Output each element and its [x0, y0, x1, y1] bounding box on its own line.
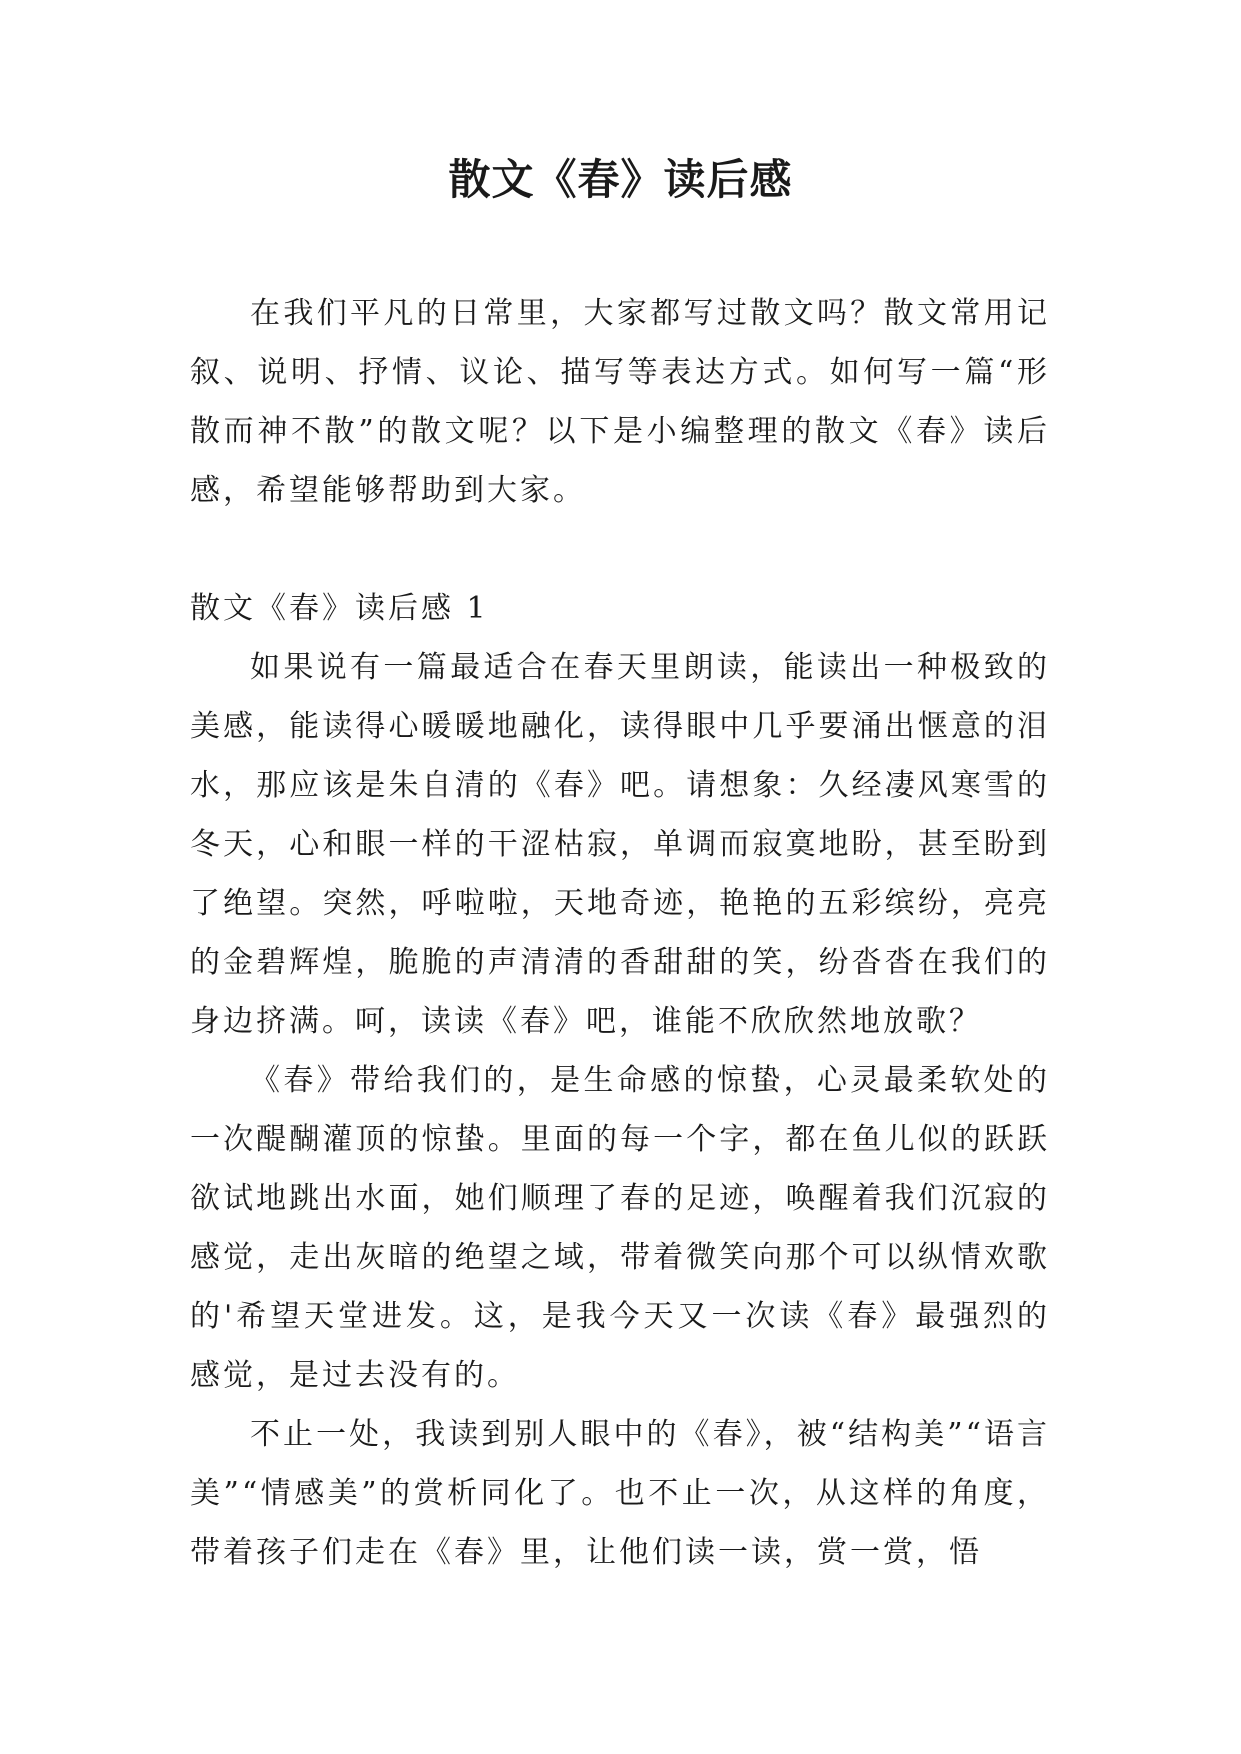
body-paragraph: 如果说有一篇最适合在春天里朗读，能读出一种极致的美感，能读得心暖暖地融化，读得眼中几乎要涌出惬意的泪水，那应该是朱自清的《春》吧。请想象：久经凄风寒雪的冬天，心和眼一样的干涩枯寂，单调而寂寞地盼，甚至盼到了绝望。突然，呼啦啦，天地奇迹，艳艳的五彩缤纷，亮亮的金碧辉煌，脆脆的声清清的香甜甜的笑，纷沓沓在我们的身边挤满。呵，读读《春》吧，谁能不欣欣然地放歌？ — [190, 650, 1050, 1039]
document-title: 散文《春》读后感 — [448, 155, 793, 204]
intro-paragraph: 在我们平凡的日常里，大家都写过散文吗？散文常用记叙、说明、抒情、议论、描写等表达方式。如何写一篇“形散而神不散”的散文呢？以下是小编整理的散文《春》读后感，希望能够帮助到大家。 — [190, 296, 1050, 508]
document-body — [190, 284, 1050, 1582]
body-paragraph: 不止一处，我读到别人眼中的《春》，被“结构美”“语言美”“情感美”的赏析同化了。也不止一次，从这样的角度，带着孩子们走在《春》里，让他们读一读，赏一赏，悟 — [190, 1417, 1050, 1570]
body-paragraph: 《春》带给我们的，是生命感的惊蛰，心灵最柔软处的一次醍醐灌顶的惊蛰。里面的每一个字，都在鱼儿似的跃跃欲试地跳出水面，她们顺理了春的足迹，唤醒着我们沉寂的感觉，走出灰暗的绝望之域，带着微笑向那个可以纵情欢歌的'希望天堂进发。这，是我今天又一次读《春》最强烈的感觉，是过去没有的。 — [190, 1063, 1050, 1393]
section-heading: 散文《春》读后感 1 — [190, 591, 489, 626]
